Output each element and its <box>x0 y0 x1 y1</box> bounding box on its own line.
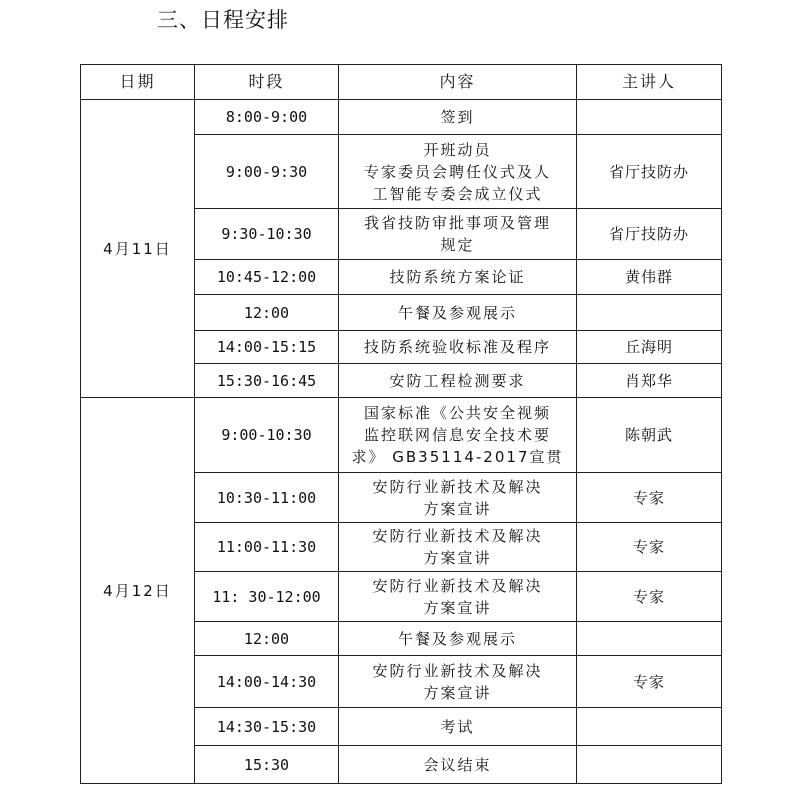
header-content: 内容 <box>339 65 577 100</box>
time-cell: 11:00-11:30 <box>195 523 339 572</box>
content-cell <box>339 209 577 260</box>
content-line: 工智能专委会成立仪式 <box>372 184 543 203</box>
content-cell <box>339 656 577 708</box>
header-date: 日期 <box>81 65 195 100</box>
date-cell: 4月12日 <box>81 398 195 784</box>
header-time: 时段 <box>195 65 339 100</box>
content-cell <box>339 473 577 523</box>
speaker-cell: 丘海明 <box>577 331 722 364</box>
content-line: 安防行业新技术及解决 <box>372 477 543 496</box>
content-line: 开班动员 <box>423 140 492 159</box>
content-line: 签到 <box>440 108 475 126</box>
time-cell: 8:00-9:00 <box>195 100 339 135</box>
time-cell: 9:00-10:30 <box>195 398 339 473</box>
content-cell <box>339 708 577 746</box>
time-cell: 9:30-10:30 <box>195 209 339 260</box>
content-line: 我省技防审批事项及管理 <box>363 214 551 232</box>
date-cell: 4月11日 <box>81 100 195 398</box>
content-cell <box>339 572 577 622</box>
content-cell <box>339 398 577 473</box>
table-row <box>81 398 722 473</box>
content-line: 安防行业新技术及解决 <box>372 576 543 595</box>
content-cell <box>339 523 577 572</box>
content-line: 国家标准《公共安全视频 <box>363 404 551 422</box>
time-cell: 10:30-11:00 <box>195 473 339 523</box>
table-row <box>81 100 722 135</box>
time-cell: 14:30-15:30 <box>195 708 339 746</box>
speaker-cell: 专家 <box>577 572 722 622</box>
time-cell: 14:00-14:30 <box>195 656 339 708</box>
content-line: 技防系统方案论证 <box>389 268 526 286</box>
content-line: 午餐及参观展示 <box>397 303 517 322</box>
time-cell: 14:00-15:15 <box>195 331 339 364</box>
time-cell: 12:00 <box>195 295 339 331</box>
content-cell <box>339 331 577 364</box>
speaker-cell: 专家 <box>577 656 722 708</box>
content-cell <box>339 622 577 656</box>
speaker-cell: 专家 <box>577 473 722 523</box>
content-line: 考试 <box>440 717 475 736</box>
time-cell: 15:30 <box>195 746 339 784</box>
content-line: 求》 GB35114-2017宣贯 <box>351 448 564 466</box>
speaker-cell <box>577 746 722 784</box>
speaker-cell: 省厅技防办 <box>577 209 722 260</box>
schedule-body <box>81 100 722 784</box>
content-line: 方案宣讲 <box>423 549 492 567</box>
speaker-cell: 省厅技防办 <box>577 135 722 209</box>
content-line: 监控联网信息安全技术要 <box>363 426 551 444</box>
header-row <box>81 65 722 100</box>
header-speaker: 主讲人 <box>577 65 722 100</box>
content-line: 安防工程检测要求 <box>389 371 526 390</box>
content-line: 方案宣讲 <box>423 598 492 617</box>
speaker-cell: 陈朝武 <box>577 398 722 473</box>
content-line: 方案宣讲 <box>423 683 492 702</box>
time-cell: 12:00 <box>195 622 339 656</box>
content-cell <box>339 364 577 398</box>
content-cell <box>339 260 577 295</box>
content-line: 规定 <box>440 236 475 254</box>
speaker-cell <box>577 622 722 656</box>
content-line: 专家委员会聘任仪式及人 <box>363 162 551 181</box>
content-cell <box>339 135 577 209</box>
speaker-cell: 专家 <box>577 523 722 572</box>
content-cell <box>339 746 577 784</box>
speaker-cell <box>577 295 722 331</box>
time-cell: 11: 30-12:00 <box>195 572 339 622</box>
time-cell: 15:30-16:45 <box>195 364 339 398</box>
speaker-cell <box>577 708 722 746</box>
speaker-cell <box>577 100 722 135</box>
content-line: 安防行业新技术及解决 <box>372 661 543 680</box>
content-line: 安防行业新技术及解决 <box>372 527 543 545</box>
speaker-cell: 肖郑华 <box>577 364 722 398</box>
speaker-cell: 黄伟群 <box>577 260 722 295</box>
content-cell <box>339 100 577 135</box>
schedule-table <box>80 64 722 784</box>
content-line: 会议结束 <box>423 755 492 774</box>
content-cell <box>339 295 577 331</box>
content-line: 技防系统验收标准及程序 <box>363 338 551 356</box>
content-line: 方案宣讲 <box>423 499 492 518</box>
section-title: 三、日程安排 <box>157 8 289 32</box>
time-cell: 9:00-9:30 <box>195 135 339 209</box>
time-cell: 10:45-12:00 <box>195 260 339 295</box>
content-line: 午餐及参观展示 <box>397 629 517 648</box>
